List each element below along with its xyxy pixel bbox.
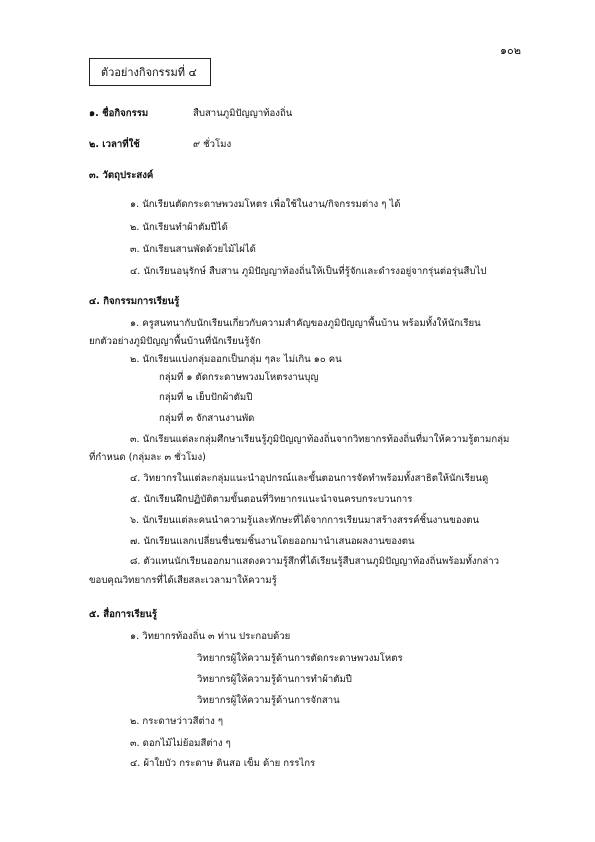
activity-step: ๖. นักเรียนแต่ละคนนำความรู้และทักษะที่ได้จากการเรียนมาสร้างสรรค์ชิ้นงานของตน bbox=[130, 515, 480, 526]
activity-step: ๘. ตัวแทนนักเรียนออกมาแสดงความรู้สึกที่ได้เรียนรู้สืบสานภูมิปัญญาท้องถิ่นพร้อมทั้งกล่าว bbox=[130, 556, 500, 567]
activity-step: ๑. ครูสนทนากับนักเรียนเกี่ยวกับความสำคัญของภูมิปัญญาพื้นบ้าน พร้อมทั้งให้นักเรียน bbox=[130, 318, 481, 329]
objective-item: ๔. นักเรียนอนุรักษ์ สืบสาน ภูมิปัญญาท้องถิ่นให้เป็นที่รู้จักและดำรงอยู่จากรุ่นต่อรุ่นสืบไป bbox=[130, 266, 487, 277]
objective-item: ๒. นักเรียนทำผ้าตัมปีได้ bbox=[130, 222, 228, 233]
page-number: ๑๐๒ bbox=[500, 44, 521, 57]
group-item: กลุ่มที่ ๑ ตัดกระดาษพวงมโหตรงานบุญ bbox=[159, 372, 319, 383]
media-item: ๔. ผ้าใยบัว กระดาษ ดินสอ เข็ม ด้าย กรรไกร bbox=[130, 758, 316, 769]
media-item: ๑. วิทยากรท้องถิ่น ๓ ท่าน ประกอบด้วย bbox=[130, 631, 291, 642]
section-2-label: ๒. เวลาที่ใช้ bbox=[89, 139, 140, 150]
section-1-value: สืบสานภูมิปัญญาท้องถิ่น bbox=[193, 108, 293, 119]
expert-item: วิทยากรผู้ให้ความรู้ด้านการจักสาน bbox=[197, 695, 340, 706]
activity-step: ๒. นักเรียนแบ่งกลุ่มออกเป็นกลุ่ม ๆละ ไม่เกิน ๑๐ คน bbox=[130, 354, 342, 365]
activity-step: ๕. นักเรียนฝึกปฏิบัติตามขั้นตอนที่วิทยากรแนะนำจนครบกระบวนการ bbox=[130, 494, 413, 505]
expert-item: วิทยากรผู้ให้ความรู้ด้านการทำผ้าตัมปี bbox=[197, 674, 352, 685]
objective-item: ๓. นักเรียนสานพัดด้วยไม้ไผ่ได้ bbox=[130, 244, 256, 255]
group-item: กลุ่มที่ ๓ จักสานงานพัด bbox=[159, 413, 255, 424]
activity-step-cont: ยกตัวอย่างภูมิปัญญาพื้นบ้านที่นักเรียนรู้จัก bbox=[89, 336, 261, 347]
activity-step: ๗. นักเรียนแลกเปลี่ยนชื่นชมชิ้นงานโดยออกมานำเสนอผลงานของตน bbox=[130, 536, 415, 547]
activity-title: ตัวอย่างกิจกรรมที่ ๔ bbox=[101, 66, 197, 79]
section-3-heading: ๓. วัตถุประสงค์ bbox=[89, 170, 154, 181]
objective-item: ๑. นักเรียนตัดกระดาษพวงมโหตร เพื่อใช้ในงาน/กิจกรรมต่าง ๆ ได้ bbox=[130, 199, 401, 210]
activity-step-cont: ที่กำหนด (กลุ่มละ ๓ ชั่วโมง) bbox=[89, 452, 206, 463]
activity-step-cont: ขอบคุณวิทยากรที่ได้เสียสละเวลามาให้ความรู้ bbox=[89, 575, 277, 586]
activity-title-box bbox=[89, 58, 211, 86]
section-4-heading: ๔. กิจกรรมการเรียนรู้ bbox=[89, 296, 180, 307]
media-item: ๒. กระดาษว่าวสีต่าง ๆ bbox=[130, 716, 224, 727]
group-item: กลุ่มที่ ๒ เย็บปักผ้าตัมปี bbox=[159, 392, 253, 403]
expert-item: วิทยากรผู้ให้ความรู้ด้านการตัดกระดาษพวงมโหตร bbox=[197, 653, 403, 664]
activity-step: ๓. นักเรียนแต่ละกลุ่มศึกษาเรียนรู้ภูมิปัญญาท้องถิ่นจากวิทยากรท้องถิ่นที่มาให้ความรู้ตามกลุ่ม bbox=[130, 434, 510, 445]
section-2-value: ๙ ชั่วโมง bbox=[193, 139, 232, 150]
media-item: ๓. ดอกไม้ไม่ย้อมสีต่าง ๆ bbox=[130, 738, 231, 749]
activity-step: ๔. วิทยากรในแต่ละกลุ่มแนะนำอุปกรณ์และขั้นตอนการจัดทำพร้อมทั้งสาธิตให้นักเรียนดู bbox=[130, 473, 489, 484]
section-5-heading: ๕. สื่อการเรียนรู้ bbox=[89, 609, 157, 620]
section-1-label: ๑. ชื่อกิจกรรม bbox=[89, 108, 149, 119]
